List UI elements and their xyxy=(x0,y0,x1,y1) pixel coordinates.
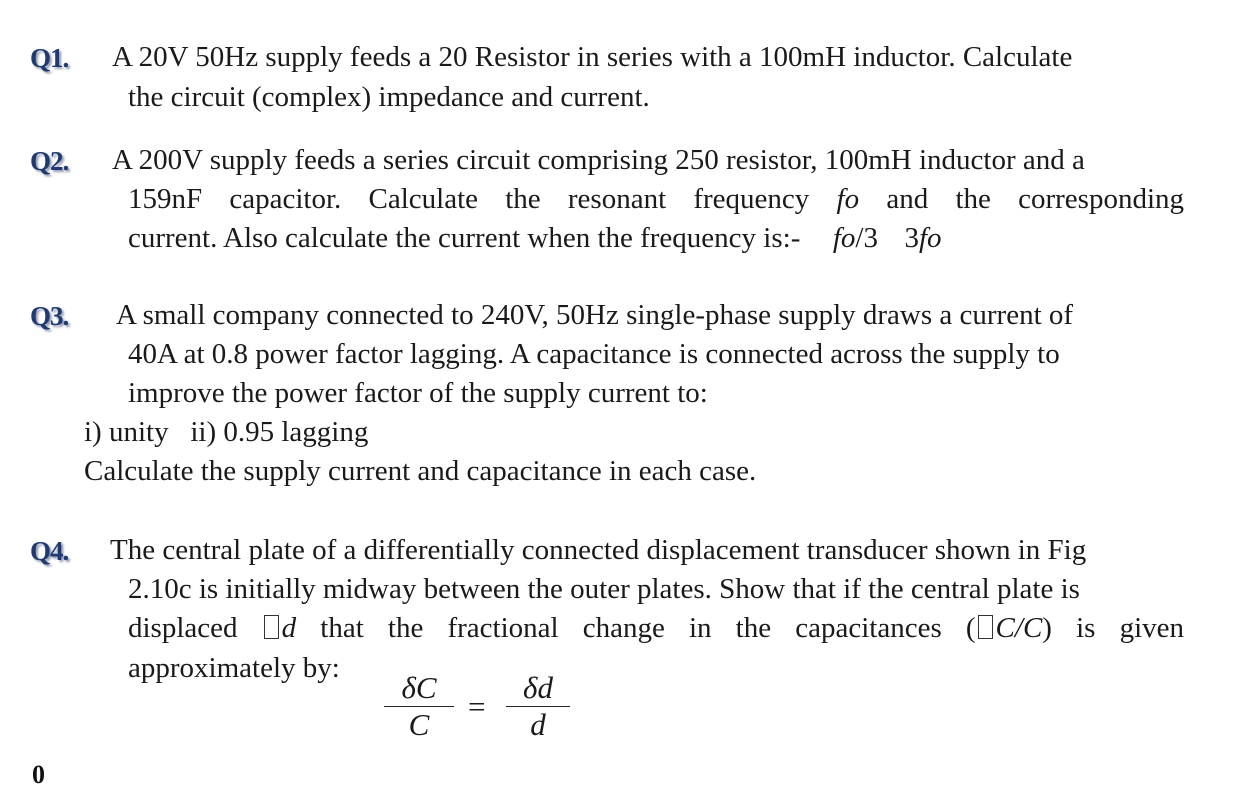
question-3-line-3: improve the power factor of the supply current to: xyxy=(128,377,708,409)
question-4-line-3-text-a: displaced xyxy=(128,612,238,644)
question-4-symbol-d: d xyxy=(281,612,297,644)
question-4-label: Q4. xyxy=(30,536,69,566)
formula-lhs-numerator: δC xyxy=(401,670,437,705)
formula-rhs-denominator: d xyxy=(530,707,546,742)
question-3-line-2: 40A at 0.8 power factor lagging. A capacitance is connected across the supply to xyxy=(128,338,1060,370)
question-2-label: Q2. xyxy=(30,146,69,176)
question-4-line-2: 2.10c is initially midway between the outer plates. Show that if the central plate is xyxy=(128,573,1080,605)
formula-equals-sign: = xyxy=(468,689,486,724)
question-4-symbol-c-over-c: C/C xyxy=(995,612,1043,644)
question-2-line-1: A 200V supply feeds a series circuit comprising 250 resistor, 100mH inductor and a xyxy=(112,144,1085,176)
question-2-fo-third-divisor: /3 xyxy=(855,222,878,254)
formula-lhs-fraction xyxy=(384,670,454,743)
question-1-line-2: the circuit (complex) impedance and current. xyxy=(128,81,650,113)
question-2-three-fo-symbol: fo xyxy=(918,222,942,254)
formula-rhs-fraction xyxy=(506,670,570,743)
question-4-line-4: approximately by: xyxy=(128,652,340,684)
question-2-line-2-text-c: and the corresponding xyxy=(886,183,1185,215)
question-3-closing: Calculate the supply current and capacitance in each case. xyxy=(84,455,757,487)
formula-rhs-numerator: δd xyxy=(523,670,553,705)
question-3-line-1: A small company connected to 240V, 50Hz single-phase supply draws a current of xyxy=(116,299,1074,331)
question-4-line-1: The central plate of a differentially connected displacement transducer shown in Fig xyxy=(110,534,1087,566)
question-4-line-3-text-e: ) is given xyxy=(1042,612,1185,644)
missing-glyph-box xyxy=(978,615,993,639)
question-2-line-3-text: current. Also calculate the current when the frequency is:- xyxy=(128,222,801,254)
question-4-line-3 xyxy=(128,609,1184,648)
missing-glyph-box xyxy=(264,615,279,639)
page-footer-mark: 0 xyxy=(32,760,45,789)
question-2-symbol-fo: fo xyxy=(836,183,860,215)
question-2-line-2 xyxy=(128,180,1184,219)
question-2-line-2-text-a: 159nF capacitor. Calculate the resonant frequency xyxy=(128,183,810,215)
question-2-line-3 xyxy=(128,219,942,258)
question-1-label: Q1. xyxy=(30,43,69,73)
question-4-line-3-text-c: that the fractional change in the capacitances ( xyxy=(320,612,976,644)
question-2-three-fo-coefficient: 3 xyxy=(904,222,919,254)
question-3-options: i) unity ii) 0.95 lagging xyxy=(84,416,369,448)
question-2-fo-third-symbol: fo xyxy=(832,222,856,254)
question-1-line-1: A 20V 50Hz supply feeds a 20 Resistor in series with a 100mH inductor. Calculate xyxy=(112,41,1073,73)
question-3-label: Q3. xyxy=(30,301,69,331)
formula-lhs-denominator: C xyxy=(408,707,430,742)
